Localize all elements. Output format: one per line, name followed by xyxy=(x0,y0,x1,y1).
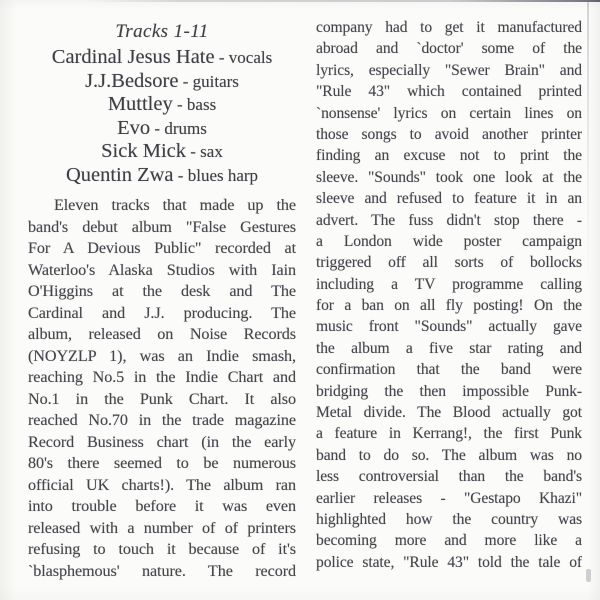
member-role: guitars xyxy=(192,71,239,91)
text-line: police state, "Rule 43" told the tale of xyxy=(316,553,582,571)
member-credit xyxy=(28,164,296,188)
text-line: company had to get it manufactured xyxy=(316,19,582,36)
left-column xyxy=(28,0,296,582)
member-credit xyxy=(28,46,296,70)
credit-separator: - xyxy=(178,71,193,91)
member-role: drums xyxy=(164,118,207,138)
text-line: lyrics, especially "Sewer Brain" and xyxy=(316,61,582,79)
text-line: a London wide poster campaign xyxy=(316,232,582,250)
text-line: for a ban on all fly posting! On the xyxy=(316,297,582,315)
text-line: confirmation that the band were xyxy=(316,361,582,379)
text-line: music front "Sounds" actually gave xyxy=(316,318,582,336)
text-line: sleeve and refused to feature it in an xyxy=(316,190,582,208)
member-name: Quentin Zwa xyxy=(65,163,174,186)
member-name: Sick Mick xyxy=(101,140,186,162)
member-credit xyxy=(28,93,296,117)
text-line: becoming more and more like a xyxy=(316,532,582,550)
text-line: finding an excuse not to print the xyxy=(316,147,582,165)
member-name: Cardinal Jesus Hate xyxy=(51,46,215,68)
credit-separator: - xyxy=(173,165,188,185)
text-line: a feature in Kerrang!, the first Punk xyxy=(316,425,582,443)
text-line: sleeve. "Sounds" took one look at the xyxy=(316,168,582,186)
text-line: Eleven tracks that made up the xyxy=(54,196,296,214)
text-line: reaching No.5 in the Indie Chart and xyxy=(28,368,296,386)
credit-separator: - xyxy=(172,95,187,114)
right-paragraph xyxy=(316,17,582,573)
text-line: into trouble before it was even xyxy=(28,497,296,515)
text-line: `blasphemous' nature. The record xyxy=(28,561,296,580)
member-credit xyxy=(28,117,296,141)
member-credit xyxy=(28,70,296,94)
text-line: band's debut album "False Gestures xyxy=(28,217,296,236)
member-role: vocals xyxy=(228,48,273,67)
member-role: bass xyxy=(186,95,217,114)
text-line: `nonsense' lyrics on certain lines on xyxy=(316,104,582,122)
right-column xyxy=(316,0,582,582)
member-credit xyxy=(28,140,296,164)
left-paragraph xyxy=(28,195,296,582)
text-line: advert. The fuss didn't stop there - xyxy=(316,211,582,229)
credit-separator: - xyxy=(186,142,201,161)
member-role: blues harp xyxy=(187,165,259,185)
text-line: highlighted how the country was xyxy=(316,510,582,528)
text-line: Metal divide. The Blood actually got xyxy=(316,404,582,422)
text-line: refusing to touch it because of it's xyxy=(28,540,296,558)
text-line: "Rule 43" which contained printed xyxy=(316,83,582,101)
member-name: Evo xyxy=(117,116,151,139)
text-line: official UK charts!). The album ran xyxy=(28,475,296,494)
tracks-header: Tracks 1-11 xyxy=(115,21,209,42)
text-line: Waterloo's Alaska Studios with Iain xyxy=(28,260,296,279)
band-credits-list xyxy=(28,46,296,187)
text-line: abroad and `doctor' some of the xyxy=(316,40,582,58)
text-line: For A Devious Public" recorded at xyxy=(28,239,296,257)
text-line: the album a five star rating and xyxy=(316,339,582,357)
text-line: band to do so. The album was no xyxy=(316,446,582,464)
text-line: including a TV programme calling xyxy=(316,275,582,293)
credit-separator: - xyxy=(150,118,165,138)
credit-separator: - xyxy=(214,48,229,67)
text-line: triggered off all sorts of bollocks xyxy=(316,254,582,272)
member-name: J.J.Bedsore xyxy=(85,69,179,92)
text-line: 80's there seemed to be numerous xyxy=(28,454,296,472)
text-line: less controversial than the band's xyxy=(316,468,582,486)
member-name: Muttley xyxy=(107,93,173,115)
text-line: (NOYZLP 1), was an Indie smash, xyxy=(28,346,296,365)
member-role: sax xyxy=(200,142,223,161)
text-line: Record Business chart (in the early xyxy=(28,432,296,451)
text-line: Cardinal and J.J. producing. The xyxy=(28,303,296,322)
text-line: No.1 in the Punk Chart. It also xyxy=(28,389,296,408)
text-line: reached No.70 in the trade magazine xyxy=(28,411,296,429)
text-line: released with a number of of printers xyxy=(28,518,296,537)
text-line: earlier releases - "Gestapo Khazi" xyxy=(316,489,582,507)
text-line: bridging the then impossible Punk- xyxy=(316,382,582,400)
text-line: album, released on Noise Records xyxy=(28,325,296,343)
text-line: O'Higgins at the desk and The xyxy=(28,282,296,300)
text-line: those songs to avoid another printer xyxy=(316,125,582,143)
